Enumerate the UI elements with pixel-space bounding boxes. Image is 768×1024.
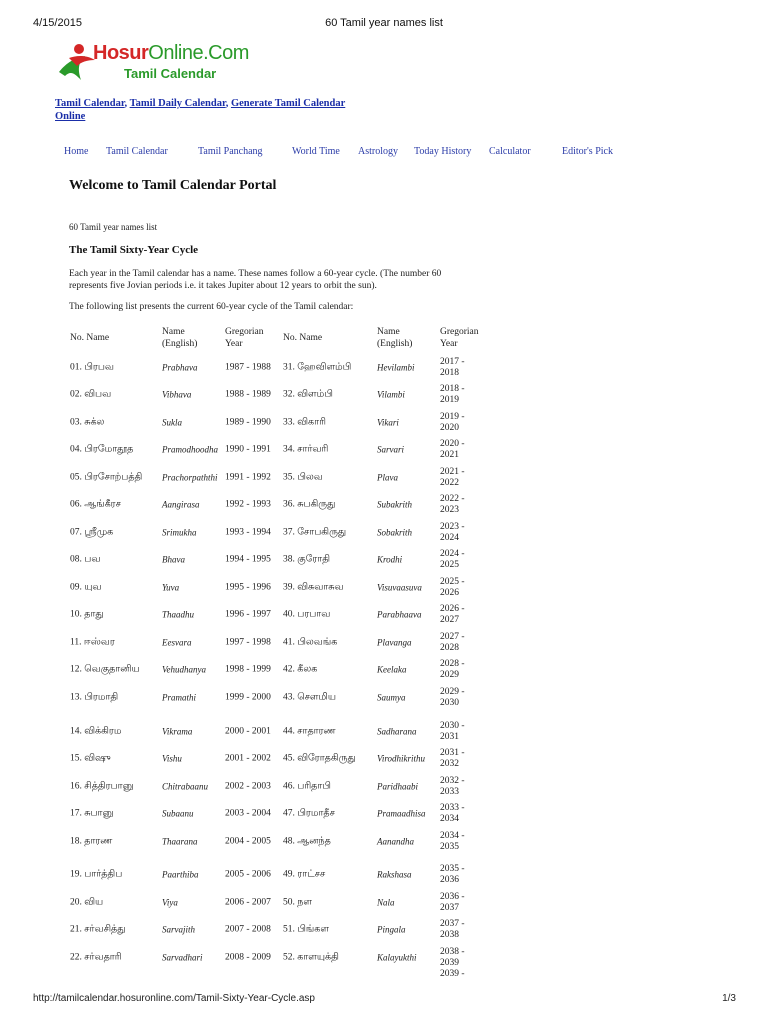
- intro-paragraph: Each year in the Tamil calendar has a name. These names follow a 60-year cycle. (The number 60 represents five Jovian periods i.e. it takes Jupiter about 12 years to orbit the sun).: [69, 269, 442, 291]
- row-name-english: Pramodhoodha: [162, 444, 218, 455]
- row-gregorian-year-2: 2029 - 2030: [440, 687, 465, 708]
- logo-brand-part2: Online.Com: [148, 42, 249, 64]
- row-name-tamil-2: 36. சுபகிருது: [283, 499, 336, 510]
- row-name-tamil: 19. பார்த்திப: [70, 869, 123, 880]
- row-gregorian-year-2: 2024 - 2025: [440, 549, 465, 570]
- row-gregorian-year: 1998 - 1999: [225, 664, 271, 675]
- table-row: [69, 574, 489, 602]
- table-row: [69, 656, 489, 684]
- row-gregorian-year: 1991 - 1992: [225, 472, 271, 483]
- header-gregorian-year-2: Gregorian Year: [440, 327, 479, 349]
- row-name-english-2: Pramaadhisa: [377, 808, 426, 819]
- link-generate-tamil-calendar[interactable]: Generate Tamil Calendar Online: [55, 98, 346, 122]
- row-name-tamil-2: 48. ஆனந்த: [283, 836, 331, 847]
- nav-tamil-calendar[interactable]: Tamil Calendar: [106, 146, 168, 157]
- row-gregorian-year: 1996 - 1997: [225, 609, 271, 620]
- row-name-english: Vikrama: [162, 726, 193, 737]
- row-gregorian-year-2: 2037 - 2038: [440, 919, 465, 940]
- site-logo[interactable]: [55, 40, 265, 90]
- row-name-tamil: 14. விக்கிரம: [70, 726, 122, 737]
- row-name-english: Pramathi: [162, 692, 197, 703]
- table-row: [69, 828, 489, 856]
- page-label: 60 Tamil year names list: [69, 222, 158, 232]
- row-name-tamil: 20. விய: [70, 897, 104, 908]
- row-gregorian-year-2: 2026 - 2027: [440, 604, 465, 625]
- row-name-english-2: Saumya: [377, 692, 406, 703]
- row-gregorian-year-2: 2023 - 2024: [440, 522, 465, 543]
- row-name-english-2: Rakshasa: [377, 869, 412, 880]
- row-name-english-2: Krodhi: [377, 554, 403, 565]
- row-gregorian-year: 2004 - 2005: [225, 836, 271, 847]
- row-gregorian-year-2: 2022 - 2023: [440, 494, 465, 515]
- footer-url: http://tamilcalendar.hosuronline.com/Tamil-Sixty-Year-Cycle.asp: [33, 993, 315, 1004]
- link-tamil-daily-calendar[interactable]: Tamil Daily Calendar: [129, 98, 226, 109]
- row-gregorian-year-2: 2021 - 2022: [440, 467, 465, 488]
- row-name-english: Eesvara: [162, 637, 192, 648]
- row-name-tamil-2: 37. சோபகிருது: [283, 527, 347, 538]
- row-name-english: Vehudhanya: [162, 664, 206, 675]
- row-name-english-2: Keelaka: [377, 664, 407, 675]
- row-name-english-2: Sadharana: [377, 726, 417, 737]
- row-name-tamil-2: 50. நள: [283, 897, 312, 908]
- row-name-english-2: Sobakrith: [377, 527, 412, 538]
- row-name-tamil-2: 38. குரோதி: [283, 554, 331, 565]
- row-gregorian-year: 1997 - 1998: [225, 637, 271, 648]
- row-name-english: Viya: [162, 897, 178, 908]
- row-gregorian-year: 1999 - 2000: [225, 692, 271, 703]
- table-row: [69, 409, 489, 437]
- table-row: [69, 916, 489, 944]
- row-name-english: Aangirasa: [162, 499, 200, 510]
- row-name-english-2: Plava: [377, 472, 398, 483]
- print-date: 4/15/2015: [33, 17, 82, 29]
- header-name-english: Name (English): [162, 327, 198, 349]
- row-name-english: Srimukha: [162, 527, 197, 538]
- row-name-tamil: 13. பிரமாதி: [70, 692, 119, 703]
- table-row: [69, 436, 489, 464]
- table-row: [69, 889, 489, 917]
- row-name-english-2: Virodhikrithu: [377, 753, 425, 764]
- row-name-tamil: 12. வெகுதானிய: [70, 664, 140, 675]
- row-gregorian-year-2: 2030 - 2031: [440, 721, 465, 742]
- row-name-tamil: 09. யுவ: [70, 582, 102, 593]
- row-name-tamil: 11. ஈஸ்வர: [70, 637, 115, 648]
- row-name-english: Sarvajith: [162, 924, 195, 935]
- nav-astrology[interactable]: Astrology: [358, 146, 398, 157]
- row-name-english: Vibhava: [162, 389, 192, 400]
- row-name-tamil-2: 31. ஹேவிளம்பி: [283, 362, 352, 373]
- table-row: [69, 464, 489, 492]
- row-gregorian-year: 2003 - 2004: [225, 808, 271, 819]
- row-gregorian-year: 1995 - 1996: [225, 582, 271, 593]
- row-name-tamil-2: 46. பரிதாபி: [283, 781, 331, 792]
- row-gregorian-year: 1989 - 1990: [225, 417, 271, 428]
- table-row: [69, 601, 489, 629]
- logo-brand-part1: Hosur: [93, 42, 149, 64]
- row-name-tamil-2: 44. சாதாரண: [283, 726, 336, 737]
- row-name-english-2: Hevilambi: [377, 362, 415, 373]
- row-gregorian-year: 1987 - 1988: [225, 362, 271, 373]
- row-name-english: Chitrabaanu: [162, 781, 209, 792]
- row-name-english: Bhava: [162, 554, 185, 565]
- row-name-english: Paarthiba: [162, 869, 199, 880]
- row-gregorian-year-2: 2019 - 2020: [440, 412, 465, 433]
- row-name-english-2: Vikari: [377, 417, 399, 428]
- row-gregorian-year-2: 2036 - 2037: [440, 892, 465, 913]
- footer-page-number: 1/3: [722, 993, 736, 1004]
- row-name-tamil: 04. பிரமோதூத: [70, 444, 134, 455]
- row-name-tamil-2: 34. சார்வரி: [283, 444, 329, 455]
- row-name-tamil: 01. பிரபவ: [70, 362, 114, 373]
- row-name-tamil: 21. சர்வசித்து: [70, 924, 126, 935]
- row-name-english-2: Pingala: [377, 924, 406, 935]
- row-gregorian-year-2: 2017 - 2018: [440, 357, 465, 378]
- row-gregorian-year: 1988 - 1989: [225, 389, 271, 400]
- row-name-english-2: Kalayukthi: [377, 952, 417, 963]
- table-row: [69, 354, 489, 382]
- row-name-tamil-2: 41. பிலவங்க: [283, 637, 338, 648]
- row-name-english-2: Visuvaasuva: [377, 582, 422, 593]
- row-name-tamil-2: 52. காளயுக்தி: [283, 952, 339, 963]
- row-name-tamil: 15. விஷு: [70, 753, 111, 764]
- row-name-tamil: 16. சித்திரபானு: [70, 781, 134, 792]
- row-gregorian-year: 1992 - 1993: [225, 499, 271, 510]
- row-name-tamil-2: 42. கீலக: [283, 664, 318, 675]
- row-gregorian-year-2: 2032 - 2033: [440, 776, 465, 797]
- table-row: [69, 800, 489, 828]
- header-gregorian-year: Gregorian Year: [225, 327, 264, 349]
- row-gregorian-year: 1990 - 1991: [225, 444, 271, 455]
- row-name-english: Sarvadhari: [162, 952, 203, 963]
- table-row: [69, 944, 489, 972]
- nav-tamil-panchang[interactable]: Tamil Panchang: [198, 146, 263, 157]
- row-name-english: Vishu: [162, 753, 182, 764]
- row-name-tamil-2: 32. விளம்பி: [283, 389, 333, 400]
- row-name-tamil-2: 43. சௌமிய: [283, 692, 336, 703]
- main-nav: [0, 146, 768, 160]
- row-gregorian-year-2: 2031 - 2032: [440, 748, 465, 769]
- trailing-year: 2039 -: [440, 969, 465, 979]
- table-row: [69, 684, 489, 712]
- row-name-english-2: Sarvari: [377, 444, 404, 455]
- row-name-english-2: Plavanga: [377, 637, 412, 648]
- row-name-english: Thaadhu: [162, 609, 195, 620]
- row-gregorian-year-2: 2035 - 2036: [440, 864, 465, 885]
- row-gregorian-year-2: 2020 - 2021: [440, 439, 465, 460]
- row-gregorian-year: 2007 - 2008: [225, 924, 271, 935]
- row-name-tamil: 07. ஸ்ரீமுக: [70, 527, 114, 538]
- row-gregorian-year-2: 2038 - 2039: [440, 947, 465, 968]
- row-name-english-2: Paridhaabi: [377, 781, 419, 792]
- row-gregorian-year-2: 2034 - 2035: [440, 831, 465, 852]
- row-name-english-2: Parabhaava: [377, 609, 422, 620]
- row-gregorian-year-2: 2025 - 2026: [440, 577, 465, 598]
- row-name-tamil: 06. ஆங்கீரச: [70, 499, 121, 510]
- print-title: 60 Tamil year names list: [325, 17, 443, 29]
- row-name-english-2: Aanandha: [377, 836, 414, 847]
- nav-calculator[interactable]: Calculator: [489, 146, 531, 157]
- row-name-tamil-2: 39. விசுவாசுவ: [283, 582, 344, 593]
- table-row: [69, 381, 489, 409]
- top-links: Tamil Calendar, Tamil Daily Calendar, Generate Tamil Calendar Online: [55, 98, 346, 122]
- row-name-english: Sukla: [162, 417, 182, 428]
- row-gregorian-year: 2005 - 2006: [225, 869, 271, 880]
- section-heading: The Tamil Sixty-Year Cycle: [69, 244, 199, 256]
- row-gregorian-year-2: 2027 - 2028: [440, 632, 465, 653]
- row-name-tamil-2: 40. பரபாவ: [283, 609, 331, 620]
- header-no-name-2: No. Name: [283, 333, 323, 343]
- row-gregorian-year: 2000 - 2001: [225, 726, 271, 737]
- row-name-tamil-2: 33. விகாரி: [283, 417, 326, 428]
- table-row: [69, 745, 489, 773]
- row-gregorian-year: 2006 - 2007: [225, 897, 271, 908]
- row-name-tamil: 18. தாரண: [70, 836, 113, 847]
- row-gregorian-year: 2001 - 2002: [225, 753, 271, 764]
- row-name-tamil-2: 45. விரோதகிருது: [283, 753, 356, 764]
- row-gregorian-year: 2002 - 2003: [225, 781, 271, 792]
- table-row: [69, 773, 489, 801]
- row-name-english: Subaanu: [162, 808, 194, 819]
- row-name-english: Prabhava: [162, 362, 198, 373]
- row-name-english: Prachorpaththi: [162, 472, 218, 483]
- nav-today-history[interactable]: Today History: [414, 146, 472, 157]
- row-gregorian-year: 1993 - 1994: [225, 527, 271, 538]
- logo-brand: [93, 42, 249, 65]
- row-name-english-2: Subakrith: [377, 499, 412, 510]
- row-name-tamil-2: 35. பிலவ: [283, 472, 323, 483]
- logo-subtitle: Tamil Calendar: [124, 66, 217, 81]
- link-tamil-calendar[interactable]: Tamil Calendar: [55, 98, 125, 109]
- header-no-name: No. Name: [70, 333, 110, 343]
- list-intro: The following list presents the current 60-year cycle of the Tamil calendar:: [69, 302, 354, 312]
- table-row: [69, 718, 489, 746]
- table-row: [69, 861, 489, 889]
- row-name-tamil: 22. சர்வதாரி: [70, 952, 122, 963]
- row-name-tamil: 05. பிரசோற்பத்தி: [70, 472, 143, 483]
- row-gregorian-year-2: 2033 - 2034: [440, 803, 465, 824]
- row-name-tamil-2: 49. ராட்சச: [283, 869, 326, 880]
- table-row: [69, 629, 489, 657]
- nav-world-time[interactable]: World Time: [292, 146, 340, 157]
- row-name-english: Yuva: [162, 582, 180, 593]
- row-name-tamil: 08. பவ: [70, 554, 101, 565]
- row-name-english: Thaarana: [162, 836, 198, 847]
- table-row: [69, 519, 489, 547]
- row-name-tamil: 17. சுபானு: [70, 808, 114, 819]
- nav-editors-pick[interactable]: Editor's Pick: [562, 146, 613, 157]
- row-name-tamil: 02. விபவ: [70, 389, 112, 400]
- page-heading: Welcome to Tamil Calendar Portal: [69, 178, 277, 193]
- row-name-tamil: 03. சுக்ல: [70, 417, 105, 428]
- row-gregorian-year: 2008 - 2009: [225, 952, 271, 963]
- row-gregorian-year-2: 2028 - 2029: [440, 659, 465, 680]
- row-name-english-2: Nala: [377, 897, 395, 908]
- table-header-row: [69, 322, 489, 354]
- nav-home[interactable]: Home: [64, 146, 89, 157]
- row-name-tamil: 10. தாது: [70, 609, 104, 620]
- row-name-tamil-2: 47. பிரமாதீச: [283, 808, 335, 819]
- row-gregorian-year-2: 2018 - 2019: [440, 384, 465, 405]
- header-name-english-2: Name (English): [377, 327, 413, 349]
- row-name-tamil-2: 51. பிங்கள: [283, 924, 329, 935]
- table-row: [69, 546, 489, 574]
- row-gregorian-year: 1994 - 1995: [225, 554, 271, 565]
- row-name-english-2: Vilambi: [377, 389, 405, 400]
- table-row: [69, 491, 489, 519]
